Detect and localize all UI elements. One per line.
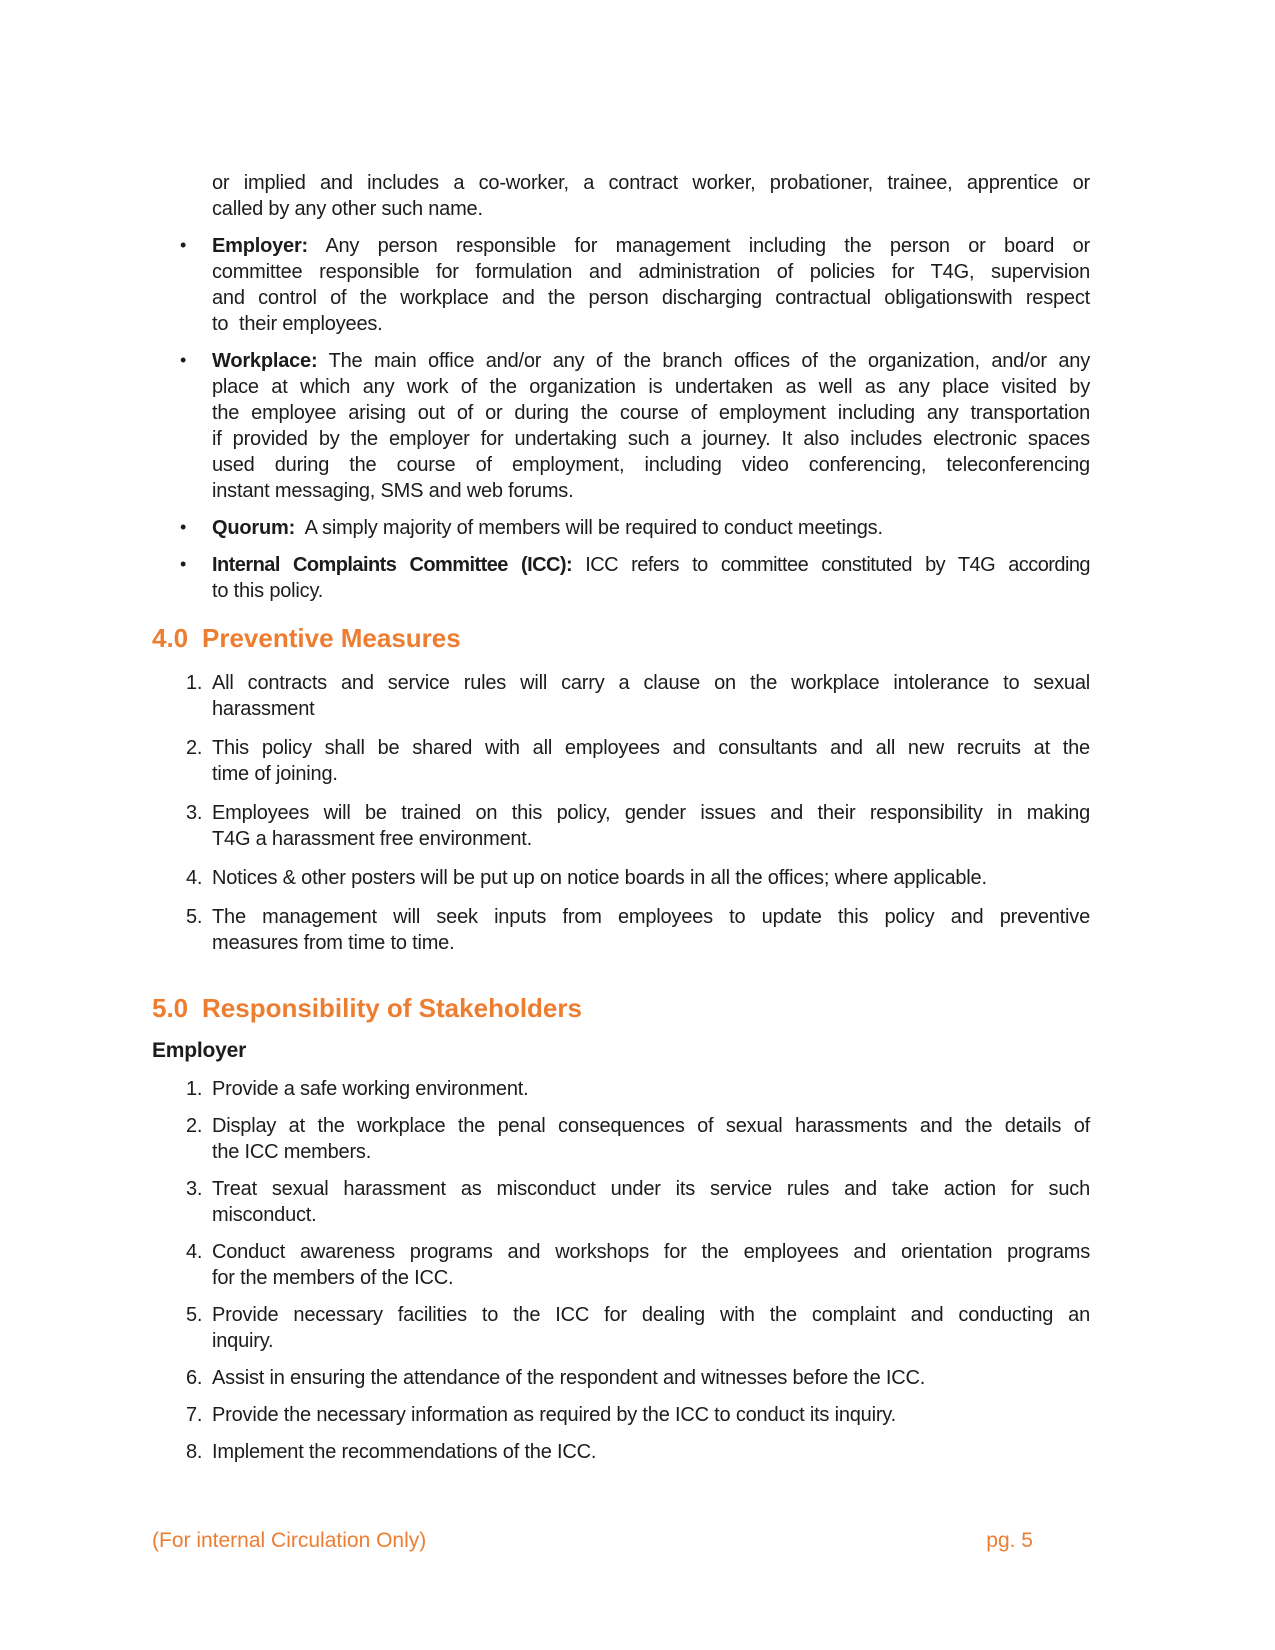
item-line: Treat sexual harassment as misconduct under its service rules and take action for such: [212, 1178, 1090, 1200]
definition-line: instant messaging, SMS and web forums.: [212, 480, 574, 502]
section-title: Preventive Measures: [202, 623, 461, 653]
item-line: for the members of the ICC.: [212, 1267, 454, 1289]
section-heading-preventive-measures: [152, 622, 1090, 654]
footer-page-number: pg. 5: [986, 1529, 1033, 1552]
list-item: [186, 1176, 1090, 1228]
item-line: The management will seek inputs from employees to update this policy and preventive: [212, 906, 1090, 928]
section-number: 5.0: [152, 993, 189, 1023]
list-item: [186, 800, 1090, 852]
item-line: the ICC members.: [212, 1141, 372, 1163]
item-line: Employees will be trained on this policy, gender issues and their responsibility in making: [212, 802, 1090, 824]
item-line: misconduct.: [212, 1204, 317, 1226]
bullet-icon: •: [180, 235, 187, 255]
list-item: [186, 1113, 1090, 1165]
section-number: 4.0: [152, 623, 189, 653]
section-title: Responsibility of Stakeholders: [202, 993, 582, 1023]
list-item: [186, 1076, 1090, 1102]
item-line: Provide necessary facilities to the ICC for dealing with the complaint and conducting an: [212, 1304, 1090, 1326]
list-item: [186, 1302, 1090, 1354]
definition-line: used during the course of employment, including video conferencing, teleconferencing: [212, 454, 1090, 476]
item-line: measures from time to time.: [212, 932, 455, 954]
definition-term: Employer:: [212, 235, 309, 257]
item-number: 2.: [186, 737, 203, 759]
subheading-employer: Employer: [152, 1039, 247, 1062]
section-heading-responsibility-of-stakeholders: [152, 992, 1090, 1024]
list-item: [186, 670, 1090, 722]
definition-item-icc: [180, 552, 1090, 604]
definition-line: the employee arising out of or during the course of employment including any transportation: [212, 402, 1090, 424]
item-number: 3.: [186, 1178, 203, 1200]
item-line: Conduct awareness programs and workshops for the employees and orientation programs: [212, 1241, 1090, 1263]
definition-line: Workplace: The main office and/or any of the branch offices of the organization, and/or any: [212, 350, 1090, 372]
paragraph-line: or implied and includes a co-worker, a contract worker, probationer, trainee, apprentice or: [212, 172, 1090, 194]
item-line: All contracts and service rules will carry a clause on the workplace intolerance to sexual: [212, 672, 1090, 694]
list-item: [186, 1402, 1090, 1428]
list-item: [186, 1365, 1090, 1391]
bullet-icon: •: [180, 517, 187, 537]
definition-line: to their employees.: [212, 313, 383, 335]
list-item: [186, 1239, 1090, 1291]
paragraph-line: called by any other such name.: [212, 198, 483, 220]
definition-line: Employer: Any person responsible for management including the person or board or: [212, 235, 1090, 257]
definition-item-quorum: [180, 515, 1090, 541]
item-line: Provide a safe working environment.: [212, 1078, 529, 1100]
item-line: This policy shall be shared with all employees and consultants and all new recruits at the: [212, 737, 1090, 759]
definition-line: and control of the workplace and the person discharging contractual obligationswith respect: [212, 287, 1090, 309]
definition-line: Quorum: A simply majority of members will be required to conduct meetings.: [212, 517, 883, 539]
item-number: 4.: [186, 867, 203, 889]
item-line: Display at the workplace the penal consequences of sexual harassments and the details of: [212, 1115, 1090, 1137]
item-number: 5.: [186, 1304, 203, 1326]
definition-line: to this policy.: [212, 580, 324, 602]
item-line: harassment: [212, 698, 315, 720]
item-line: inquiry.: [212, 1330, 274, 1352]
definition-term: Quorum:: [212, 517, 296, 539]
item-line: Notices & other posters will be put up on notice boards in all the offices; where applicable.: [212, 867, 987, 889]
intro-paragraph: [212, 170, 1090, 222]
item-number: 5.: [186, 906, 203, 928]
item-line: time of joining.: [212, 763, 338, 785]
item-number: 6.: [186, 1367, 203, 1389]
item-line: Assist in ensuring the attendance of the respondent and witnesses before the ICC.: [212, 1367, 926, 1389]
item-number: 2.: [186, 1115, 203, 1137]
item-number: 8.: [186, 1441, 203, 1463]
definition-term: Workplace:: [212, 350, 318, 372]
definition-term: Internal Complaints Committee (ICC):: [212, 554, 573, 576]
item-line: Implement the recommendations of the ICC.: [212, 1441, 597, 1463]
definition-item-employer: [180, 233, 1090, 337]
item-line: Provide the necessary information as required by the ICC to conduct its inquiry.: [212, 1404, 896, 1426]
document-body: [152, 170, 1090, 1476]
bullet-icon: •: [180, 350, 187, 370]
item-number: 1.: [186, 1078, 203, 1100]
list-item: [186, 865, 1090, 891]
item-number: 7.: [186, 1404, 203, 1426]
definition-line: committee responsible for formulation and administration of policies for T4G, supervision: [212, 261, 1090, 283]
list-item: [186, 735, 1090, 787]
footer-circulation-note: (For internal Circulation Only): [152, 1529, 427, 1552]
definition-line: place at which any work of the organization is undertaken as well as any place visited by: [212, 376, 1090, 398]
list-item: [186, 1439, 1090, 1465]
item-line: T4G a harassment free environment.: [212, 828, 533, 850]
item-number: 3.: [186, 802, 203, 824]
list-item: [186, 904, 1090, 956]
definition-item-workplace: [180, 348, 1090, 504]
item-number: 1.: [186, 672, 203, 694]
item-number: 4.: [186, 1241, 203, 1263]
page-footer: [152, 1528, 1033, 1554]
bullet-icon: •: [180, 554, 187, 574]
definition-line: Internal Complaints Committee (ICC): ICC refers to committee constituted by T4G according: [212, 554, 1090, 576]
definition-line: if provided by the employer for undertaking such a journey. It also includes electronic spaces: [212, 428, 1090, 450]
